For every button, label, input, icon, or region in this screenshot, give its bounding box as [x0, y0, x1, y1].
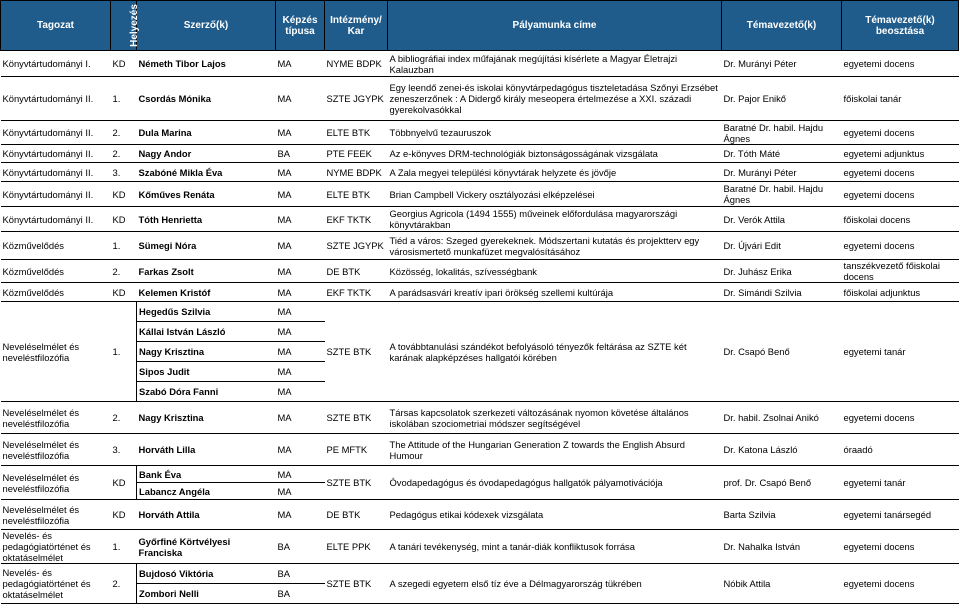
cell-temavezeto: Barta Szilvia [722, 500, 842, 530]
cell-intezmeny: SZTE BTK [325, 302, 388, 402]
cell-cim: Georgius Agricola (1494 1555) műveinek előfordulása magyarországi könyvtárakban [388, 207, 722, 232]
cell-cim: A tanári tevékenység, mint a tanár-diák konfliktusok forrása [388, 530, 722, 564]
cell-helyezes: KD [111, 500, 137, 530]
cell-temavezeto: Dr. Tóth Máté [722, 145, 842, 163]
cell-helyezes: KD [111, 283, 137, 302]
cell-beosztas: egyetemi adjunktus [842, 145, 959, 163]
cell-temavezeto: Dr. Murányi Péter [722, 51, 842, 77]
cell-cim: Óvodapedagógus és óvodapedagógus hallgatók pályamotivációja [388, 466, 722, 500]
cell-beosztas: főiskolai adjunktus [842, 283, 959, 302]
cell-temavezeto: Nóbik Attila [722, 564, 842, 604]
cell-beosztas: egyetemi docens [842, 121, 959, 145]
cell-cim: Többnyelvű tezauruszok [388, 121, 722, 145]
cell-cim: Az e-könyves DRM-technológiák biztonságosságának vizsgálata [388, 145, 722, 163]
cell-tagozat: Neveléselmélet és neveléstfilozófia [1, 466, 111, 500]
cell-tagozat: Könyvtártudományi II. [1, 207, 111, 232]
cell-tagozat: Nevelés- és pedagógiatörténet és oktatáselmélet [1, 564, 111, 604]
cell-tipus: BA [276, 530, 325, 564]
table-row [1, 51, 959, 77]
cell-szerzo: Bujdosó Viktória [137, 564, 276, 584]
cell-szerzo: Kelemen Kristóf [137, 283, 276, 302]
cell-szerzo: Németh Tibor Lajos [137, 51, 276, 77]
header-row [1, 1, 959, 51]
cell-tipus: MA [276, 283, 325, 302]
cell-tipus: MA [276, 51, 325, 77]
cell-intezmeny: ELTE BTK [325, 182, 388, 207]
cell-beosztas: egyetemi docens [842, 564, 959, 604]
header-palyamunka: Pályamunka címe [388, 1, 722, 51]
cell-tipus: BA [276, 564, 325, 584]
header-tagozat: Tagozat [1, 1, 111, 51]
table-row [1, 260, 959, 283]
cell-beosztas: egyetemi tanár [842, 302, 959, 402]
cell-tipus: MA [276, 322, 325, 342]
cell-helyezes: 3. [111, 434, 137, 466]
cell-tipus: MA [276, 121, 325, 145]
cell-helyezes: KD [111, 207, 137, 232]
header-temavezeto: Témavezető(k) [722, 1, 842, 51]
cell-szerzo: Nagy Andor [137, 145, 276, 163]
cell-temavezeto: Dr. Murányi Péter [722, 163, 842, 182]
cell-intezmeny: ELTE PPK [325, 530, 388, 564]
cell-tipus: MA [276, 163, 325, 182]
cell-cim: A bibliográfiai index műfajának megújítási kísérlete a Magyar Életrajzi Kalauzban [388, 51, 722, 77]
cell-tipus: MA [276, 434, 325, 466]
cell-szerzo: Horváth Attila [137, 500, 276, 530]
header-helyezes: Helyezés [111, 1, 137, 51]
cell-beosztas: egyetemi docens [842, 51, 959, 77]
cell-cim: Pedagógus etikai kódexek vizsgálata [388, 500, 722, 530]
cell-intezmeny: SZTE BTK [325, 402, 388, 434]
cell-szerzo: Dula Marina [137, 121, 276, 145]
cell-helyezes: 2. [111, 145, 137, 163]
cell-beosztas: tanszékvezető főiskolai docens [842, 260, 959, 283]
table-row [1, 163, 959, 182]
cell-helyezes: 1. [111, 302, 137, 402]
cell-helyezes: KD [111, 182, 137, 207]
cell-szerzo: Farkas Zsolt [137, 260, 276, 283]
cell-tipus: MA [276, 362, 325, 382]
cell-szerzo: Nagy Krisztina [137, 402, 276, 434]
cell-tagozat: Könyvtártudományi II. [1, 182, 111, 207]
table-row [1, 283, 959, 302]
cell-helyezes: KD [111, 51, 137, 77]
cell-szerzo: Sümegi Nóra [137, 232, 276, 260]
cell-tagozat: Nevelés- és pedagógiatörténet és oktatáselmélet [1, 530, 111, 564]
cell-helyezes: 3. [111, 163, 137, 182]
cell-temavezeto: Dr. Nahalka István [722, 530, 842, 564]
table-row [1, 121, 959, 145]
table-row [1, 232, 959, 260]
cell-tagozat: Neveléselmélet és neveléstfilozófia [1, 434, 111, 466]
cell-beosztas: egyetemi docens [842, 232, 959, 260]
cell-intezmeny: ELTE BTK [325, 121, 388, 145]
cell-szerzo: Kőműves Renáta [137, 182, 276, 207]
cell-intezmeny: PE MFTK [325, 434, 388, 466]
cell-tipus: MA [276, 302, 325, 322]
table-row [1, 466, 959, 483]
header-intezmeny: Intézmény/ Kar [325, 1, 388, 51]
table-row [1, 77, 959, 121]
cell-cim: A parádsasvári kreatív ipari örökség szellemi kultúrája [388, 283, 722, 302]
cell-cim: The Attitude of the Hungarian Generation Z towards the English Absurd Humour [388, 434, 722, 466]
table-row [1, 402, 959, 434]
header-szerzo: Szerző(k) [137, 1, 276, 51]
cell-szerzo: Csordás Mónika [137, 77, 276, 121]
cell-intezmeny: PTE FEEK [325, 145, 388, 163]
table-row [1, 302, 959, 322]
cell-szerzo: Szabóné Mikla Éva [137, 163, 276, 182]
cell-szerzo: Hegedűs Szilvia [137, 302, 276, 322]
cell-tagozat: Neveléselmélet és neveléstfilozófia [1, 302, 111, 402]
cell-temavezeto: Dr. Simándi Szilvia [722, 283, 842, 302]
cell-helyezes: 2. [111, 121, 137, 145]
cell-cim: Társas kapcsolatok szerkezeti változásának nyomon követése általános iskolában szociometriai módszer segítségével [388, 402, 722, 434]
cell-tipus: BA [276, 584, 325, 604]
cell-tagozat: Közművelődés [1, 260, 111, 283]
table-row [1, 207, 959, 232]
cell-szerzo: Horváth Lilla [137, 434, 276, 466]
table-row [1, 564, 959, 584]
header-beosztas: Témavezető(k) beosztása [842, 1, 959, 51]
cell-temavezeto: prof. Dr. Csapó Benő [722, 466, 842, 500]
cell-cim: A szegedi egyetem első tíz éve a Délmagyarország tükrében [388, 564, 722, 604]
cell-szerzo: Zombori Nelli [137, 584, 276, 604]
cell-tipus: MA [276, 500, 325, 530]
cell-tagozat: Könyvtártudományi II. [1, 77, 111, 121]
cell-helyezes: 2. [111, 402, 137, 434]
cell-tagozat: Neveléselmélet és neveléstfilozófia [1, 500, 111, 530]
cell-tipus: MA [276, 232, 325, 260]
table-row [1, 145, 959, 163]
cell-intezmeny: NYME BDPK [325, 51, 388, 77]
cell-cim: A továbbtanulási szándékot befolyásoló tényezők feltárása az SZTE két karának alapképzéses hallgatói körében [388, 302, 722, 402]
header-kepzes: Képzés típusa [276, 1, 325, 51]
cell-temavezeto: Dr. Juhász Erika [722, 260, 842, 283]
cell-tipus: MA [276, 466, 325, 483]
cell-cim: A Zala megyei települési könyvtárak helyzete és jövője [388, 163, 722, 182]
cell-intezmeny: DE BTK [325, 260, 388, 283]
cell-temavezeto: Dr. habil. Zsolnai Anikó [722, 402, 842, 434]
table-row [1, 530, 959, 564]
cell-helyezes: 2. [111, 564, 137, 604]
table-row [1, 182, 959, 207]
cell-cim: Tiéd a város: Szeged gyerekeknek. Módszertani kutatás és projektterv egy városismertető munkafüzet megvalósításához [388, 232, 722, 260]
cell-intezmeny: SZTE JGYPK [325, 77, 388, 121]
cell-szerzo: Kállai István László [137, 322, 276, 342]
cell-tagozat: Könyvtártudományi II. [1, 163, 111, 182]
cell-tipus: MA [276, 260, 325, 283]
cell-intezmeny: DE BTK [325, 500, 388, 530]
table-row [1, 500, 959, 530]
cell-helyezes: 2. [111, 260, 137, 283]
cell-temavezeto: Baratné Dr. habil. Hajdu Ágnes [722, 121, 842, 145]
cell-tipus: MA [276, 182, 325, 207]
cell-temavezeto: Baratné Dr. habil. Hajdu Ágnes [722, 182, 842, 207]
cell-temavezeto: Dr. Verók Attila [722, 207, 842, 232]
cell-beosztas: egyetemi docens [842, 182, 959, 207]
cell-tipus: MA [276, 77, 325, 121]
cell-tipus: MA [276, 483, 325, 500]
table-row [1, 434, 959, 466]
cell-tagozat: Közművelődés [1, 232, 111, 260]
cell-cim: Brian Campbell Vickery osztályozási elképzelései [388, 182, 722, 207]
cell-tagozat: Könyvtártudományi I. [1, 51, 111, 77]
cell-intezmeny: NYME BDPK [325, 163, 388, 182]
cell-helyezes: 1. [111, 77, 137, 121]
cell-beosztas: egyetemi docens [842, 163, 959, 182]
cell-beosztas: főiskolai docens [842, 207, 959, 232]
cell-tipus: BA [276, 145, 325, 163]
cell-tagozat: Neveléselmélet és neveléstfilozófia [1, 402, 111, 434]
cell-szerzo: Győrfiné Körtvélyesi Franciska [137, 530, 276, 564]
cell-szerzo: Labancz Angéla [137, 483, 276, 500]
cell-intezmeny: EKF TKTK [325, 207, 388, 232]
cell-helyezes: 1. [111, 530, 137, 564]
cell-beosztas: egyetemi tanár [842, 466, 959, 500]
cell-tipus: MA [276, 342, 325, 362]
cell-szerzo: Szabó Dóra Fanni [137, 382, 276, 402]
cell-intezmeny: SZTE BTK [325, 466, 388, 500]
cell-temavezeto: Dr. Újvári Edit [722, 232, 842, 260]
cell-temavezeto: Dr. Katona László [722, 434, 842, 466]
cell-szerzo: Sipos Judit [137, 362, 276, 382]
cell-temavezeto: Dr. Pajor Enikő [722, 77, 842, 121]
cell-szerzo: Nagy Krisztina [137, 342, 276, 362]
cell-beosztas: egyetemi docens [842, 530, 959, 564]
cell-beosztas: óraadó [842, 434, 959, 466]
cell-tipus: MA [276, 402, 325, 434]
cell-tipus: MA [276, 382, 325, 402]
cell-cim: Közösség, lokalitás, szívességbank [388, 260, 722, 283]
cell-beosztas: egyetemi docens [842, 402, 959, 434]
cell-beosztas: egyetemi tanársegéd [842, 500, 959, 530]
cell-intezmeny: EKF TKTK [325, 283, 388, 302]
cell-szerzo: Bank Éva [137, 466, 276, 483]
cell-tagozat: Könyvtártudományi II. [1, 145, 111, 163]
cell-cim: Egy leendő zenei-és iskolai könyvtárpedagógus tiszteletadása Szőnyi Erzsébet zeneszerzőnek : A Didergő király meseopera értelmezése a XXI. századi gyerekolvasókkal [388, 77, 722, 121]
cell-beosztas: főiskolai tanár [842, 77, 959, 121]
cell-tagozat: Közművelődés [1, 283, 111, 302]
cell-intezmeny: SZTE JGYPK [325, 232, 388, 260]
cell-tagozat: Könyvtártudományi II. [1, 121, 111, 145]
cell-helyezes: 1. [111, 232, 137, 260]
cell-tipus: MA [276, 207, 325, 232]
cell-intezmeny: SZTE BTK [325, 564, 388, 604]
cell-helyezes: KD [111, 466, 137, 500]
cell-szerzo: Tóth Henrietta [137, 207, 276, 232]
cell-temavezeto: Dr. Csapó Benő [722, 302, 842, 402]
